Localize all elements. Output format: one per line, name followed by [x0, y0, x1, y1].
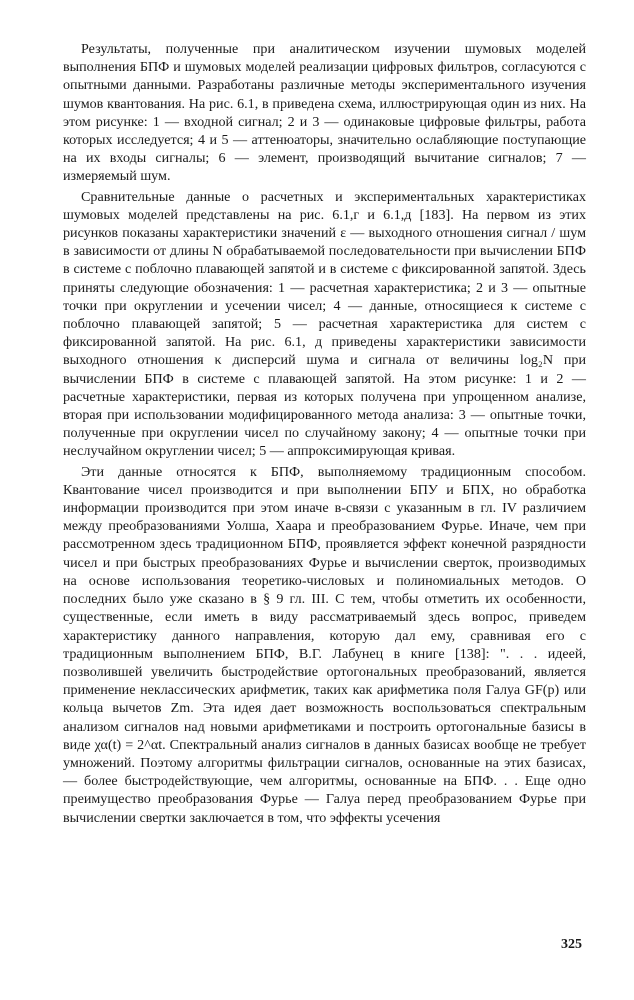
paragraph-noise-experiments: Результаты, полученные при аналитическом изучении шумовых моделей выполнения БПФ и шумовых моделей реализации цифровых фильтров, согласуются с опытными данными. Разработаны различные методы экспериментального изучения шумов квантования. На рис. 6.1, в приведена схема, иллюстрирующая один из них. На этом рисунке: 1 — входной сигнал; 2 и 3 — одинаковые цифровые фильтры, работа которых исследуется; 4 и 5 — аттенюаторы, значительно ослабляющие поступающие на их входы сигналы; 6 — элемент, производящий вычитание сигналов; 7 — измеряемый шум.: [63, 41, 586, 185]
paragraph-comparative-data: Сравнительные данные о расчетных и экспериментальных характеристиках шумовых моделей представлены на рис. 6.1,г и 6.1,д [183]. На первом из этих рисунков показаны характеристики значений ε — выходного отношения сигнал / шум в зависимости от длины N обрабатываемой последовательности при вычислении БПФ в системе с поблочно плавающей запятой и в системе с фиксированной запятой. Здесь приняты следующие обозначения: 1 — расчетная характеристика; 2 и 3 — опытные точки при округлении и усечении чисел; 4 — данные, относящиеся к системе с поблочно плавающей запятой; 5 — расчетная характеристика для систем с фиксированной запятой. На рис. 6.1, д приведены характеристики зависимости выходного отношения κ дисперсий шума и сигнала от величины log₂N при вычислении БПФ в системе с плавающей запятой. На этом рисунке: 1 и 2 — расчетные характеристики, первая из которых получена при упрощенном анализе, вторая при использовании модифицированного метода анализа: 3 — опытные точки, полученные при округлении чисел по случайному закону; 4 — опытные точки при неслучайном округлении чисел; 5 — аппроксимирующая кривая.: [63, 188, 586, 460]
page-body: [63, 40, 586, 827]
paragraph-traditional-fft: Эти данные относятся к БПФ, выполняемому традиционным способом. Квантование чисел производится и при выполнении БПУ и БПХ, но обработка информации производится при этом иначе в-связи с указанным в гл. IV различием между преобразованиями Уолша, Хаара и преобразованием Фурье. Иначе, чем при рассмотренном здесь традиционном БПФ, проявляется эффект конечной разрядности чисел и при быстрых преобразованиях Фурье и вычислении сверток, производимых на основе использования теоретико-числовых и полиномиальных методов. О последних было уже сказано в § 9 гл. III. С тем, чтобы отметить их особенности, существенные, если иметь в виду рассматриваемый здесь вопрос, приведем характеристику данного направления, которую дал ему, сравнивая его с традиционным выполнением БПФ, В.Г. Лабунец в книге [138]: ". . . идеей, позволившей увеличить быстродействие ортогональных преобразований, является применение неклассических арифметик, таких как арифметика поля Галуа GF(p) или кольца вычетов Zm. Эта идея дает возможность воспользоваться спектральным анализом сигналов над новыми арифметиками и построить ортогональные базисы в виде χα(t) = 2^αt. Спектральный анализ сигналов в данных базисах вообще не требует умножений. Поэтому алгоритмы фильтрации сигналов, основанные на этих базисах, — более быстродействующие, чем алгоритмы, основанные на БПФ. . . Еще одно преимущество преобразования Фурье — Галуа перед преобразованием Фурье при вычислении свертки заключается в том, что эффекты усечения: [63, 463, 586, 826]
page-number: 325: [561, 937, 582, 952]
